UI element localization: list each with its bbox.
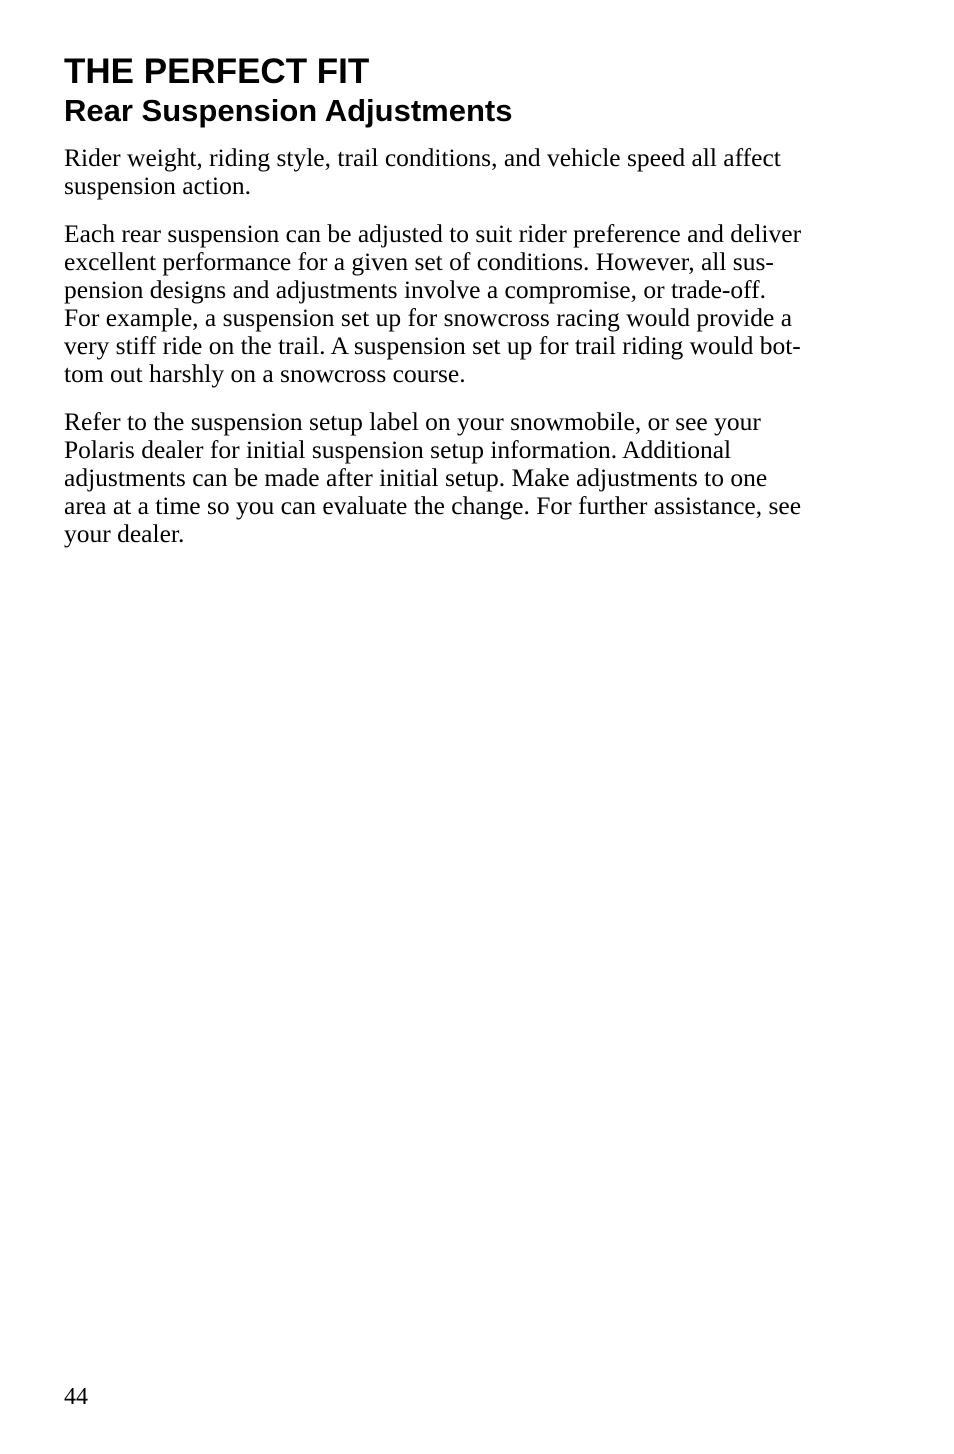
text-line: tom out harshly on a snowcross course. <box>64 359 466 388</box>
text-line: Refer to the suspension setup label on your snowmobile, or see your <box>64 407 761 436</box>
text-line: area at a time so you can evaluate the change. For further assistance, see <box>64 491 802 520</box>
paragraph-intro <box>64 144 874 200</box>
section-heading: Rear Suspension Adjustments <box>64 93 513 128</box>
text-line: your dealer. <box>64 519 185 548</box>
text-line: suspension action. <box>64 171 251 200</box>
page-number: 44 <box>64 1384 88 1410</box>
page-title: THE PERFECT FIT <box>64 52 370 91</box>
paragraph-setup <box>64 408 874 548</box>
text-line: very stiff ride on the trail. A suspension set up for trail riding would bot- <box>64 331 801 360</box>
text-line: For example, a suspension set up for snowcross racing would provide a <box>64 303 793 332</box>
page-content <box>64 52 874 568</box>
text-line: Each rear suspension can be adjusted to suit rider preference and deliver <box>64 219 802 248</box>
paragraph-tradeoff <box>64 220 874 388</box>
text-line: Polaris dealer for initial suspension setup information. Additional <box>64 435 732 464</box>
text-line: pension designs and adjustments involve a compromise, or trade-off. <box>64 275 767 304</box>
text-line: adjustments can be made after initial setup. Make adjustments to one <box>64 463 768 492</box>
text-line: Rider weight, riding style, trail conditions, and vehicle speed all affect <box>64 143 781 172</box>
text-line: excellent performance for a given set of conditions. However, all sus- <box>64 247 774 276</box>
